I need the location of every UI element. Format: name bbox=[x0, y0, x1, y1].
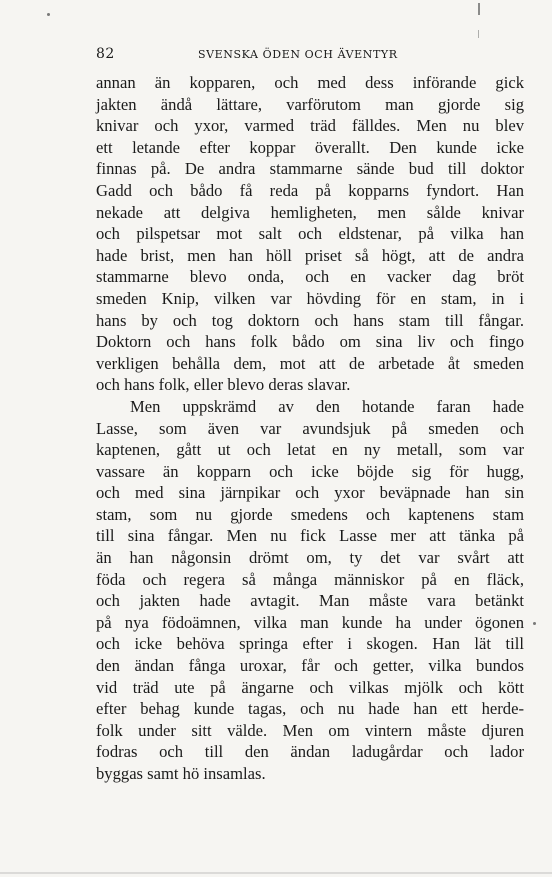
text-line: på nya födoämnen, vilka man kunde ha under ögonen bbox=[96, 612, 524, 632]
text-line: än han någonsin drömt om, ty det var svårt att bbox=[96, 548, 524, 568]
text-line: nekade att delgiva hemligheten, men sålde knivar bbox=[96, 202, 524, 222]
text-line: knivar och yxor, varmed träd fälldes. Men nu blev bbox=[96, 116, 524, 136]
text-line: finnas på. De andra stammarne sände bud till doktor bbox=[96, 159, 524, 179]
text-line: hans by och tog doktorn och hans stam till fångar. bbox=[96, 310, 524, 330]
text-line: stammarne blevo onda, och en vacker dag bröt bbox=[96, 267, 524, 287]
text-line: verkligen behålla dem, mot att de arbetade åt smeden bbox=[96, 353, 524, 373]
page-header bbox=[96, 46, 524, 66]
scan-edge-mark bbox=[478, 3, 480, 15]
scan-speck bbox=[533, 622, 536, 625]
text-line: den ändan fånga uroxar, får och getter, vilka bundos bbox=[96, 656, 524, 676]
paragraph bbox=[96, 396, 524, 785]
text-line: vassare än kopparn och icke böjde sig för hugg, bbox=[96, 461, 524, 481]
text-line: stam, som nu gjorde smedens och kaptenens stam bbox=[96, 504, 524, 524]
text-line: Gadd och bådo få reda på kopparns fyndort. Han bbox=[96, 180, 524, 200]
text-line: och pilspetsar mot salt och eldstenar, på vilka han bbox=[96, 224, 524, 244]
text-line: fodras och till den ändan ladugårdar och lador bbox=[96, 742, 524, 762]
scan-edge-mark bbox=[478, 30, 479, 38]
body-text bbox=[96, 72, 524, 785]
text-line: ett letande efter koppar överallt. Den kunde icke bbox=[96, 137, 524, 157]
text-line: Men uppskrämd av den hotande faran hade bbox=[130, 396, 524, 416]
text-line: Doktorn och hans folk bådo om sina liv och fingo bbox=[96, 332, 524, 352]
running-head: SVENSKA ÖDEN OCH ÄVENTYR bbox=[198, 48, 398, 61]
text-line: annan än kopparen, och med dess införande gick bbox=[96, 73, 524, 92]
page-bottom-edge bbox=[0, 872, 552, 874]
paragraph bbox=[96, 72, 524, 396]
text-line: efter behag kunde tagas, och nu hade han ett herde- bbox=[96, 699, 524, 719]
text-line: vid träd ute på ängarne och vilkas mjölk och kött bbox=[96, 677, 524, 697]
text-line: hade brist, men han höll priset så högt, att de andra bbox=[96, 245, 524, 265]
text-line: smeden Knip, vilken var hövding för en stam, in i bbox=[96, 288, 524, 308]
text-line: och icke behöva springa efter i skogen. Han lät till bbox=[96, 634, 524, 654]
text-line: byggas samt hö insamlas. bbox=[96, 764, 266, 783]
text-line: kaptenen, gått ut och letat en ny metall, som var bbox=[96, 440, 524, 460]
text-line: folk under sitt välde. Men om vintern måste djuren bbox=[96, 720, 524, 740]
text-line: jakten ändå lättare, varförutom man gjorde sig bbox=[96, 94, 524, 114]
text-line: Lasse, som även var avundsjuk på smeden och bbox=[96, 418, 524, 438]
text-line: till sina fångar. Men nu fick Lasse mer att tänka på bbox=[96, 526, 524, 546]
scan-speck bbox=[47, 13, 50, 16]
text-line: föda och regera så många människor på en fläck, bbox=[96, 569, 524, 589]
text-line: och med sina järnpikar och yxor beväpnade han sin bbox=[96, 483, 524, 503]
page-number: 82 bbox=[96, 46, 115, 62]
text-line: och jakten hade avtagit. Man måste vara betänkt bbox=[96, 591, 524, 611]
text-line: och hans folk, eller blevo deras slavar. bbox=[96, 375, 351, 395]
